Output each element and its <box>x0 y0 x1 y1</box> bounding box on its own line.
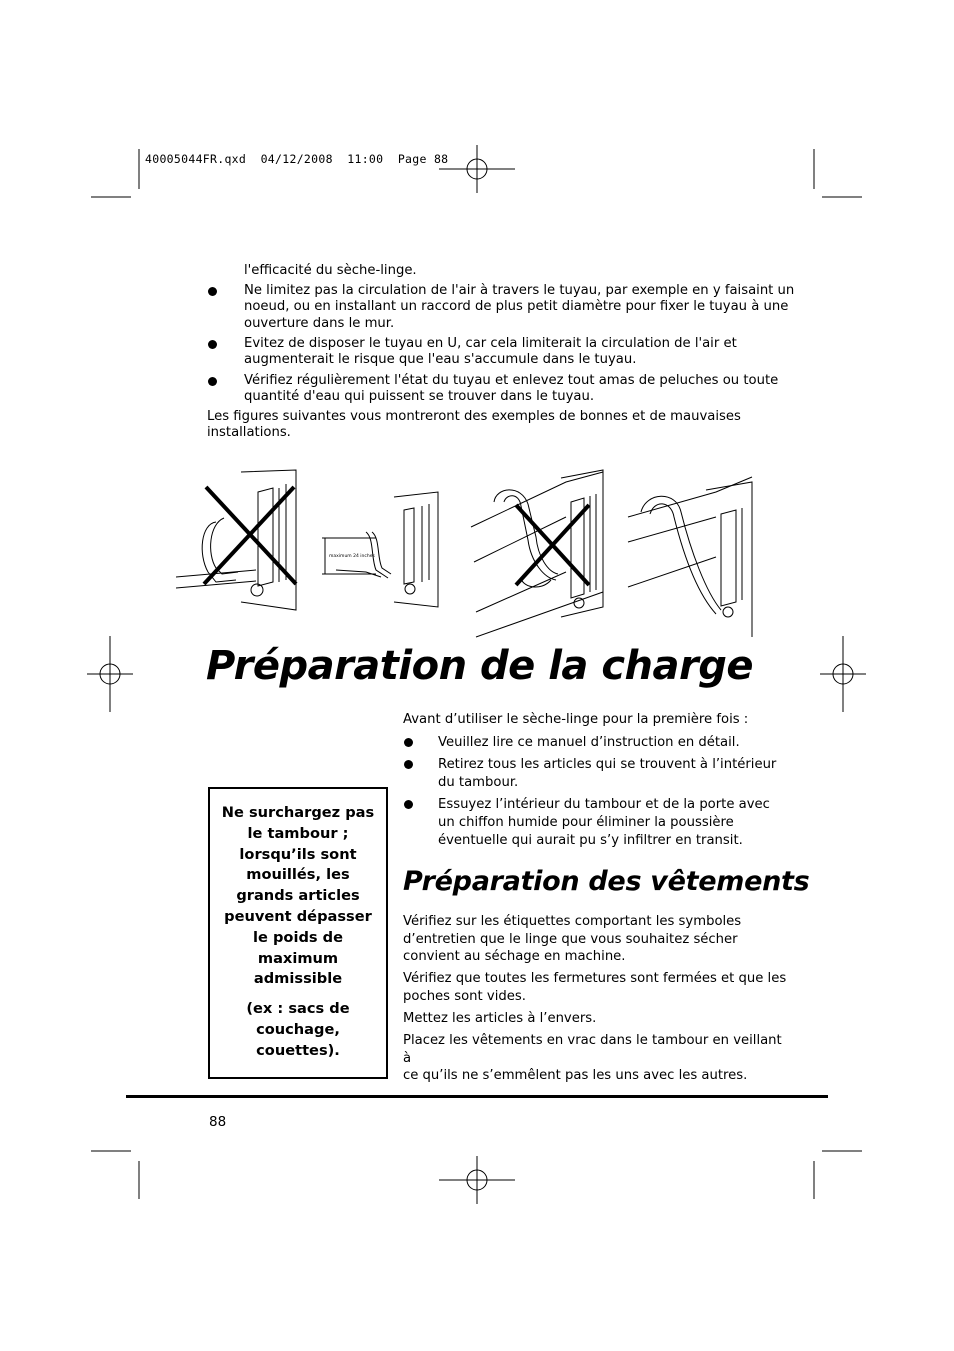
section1-bullet-3: Essuyez l’intérieur du tambour et de la porte avec un chiffon humide pour éliminer la poussière éventuelle qui aurait pu s’y infiltrer en transit. <box>438 797 770 848</box>
section1-bullet-2: Retirez tous les articles qui se trouvent à l’intérieur du tambour. <box>438 757 777 790</box>
overload-warning-box <box>208 787 388 1079</box>
bullet-icon <box>208 340 217 349</box>
figure-hose-kinked <box>176 470 296 610</box>
intro-bullet-3: Vérifiez régulièrement l'état du tuyau et enlevez tout amas de peluches ou toute quantité d'eau qui puissent se trouver dans le tuyau. <box>244 373 779 405</box>
footer-rule <box>126 1095 828 1098</box>
bullet-icon <box>404 800 413 809</box>
printer-slug: 40005044FR.qxd 04/12/2008 11:00 Page 88 <box>145 152 449 166</box>
page-title: Préparation de la charge <box>206 643 753 689</box>
section2-paragraph-4: Placez les vêtements en vrac dans le tambour en veillant à ce qu’ils ne s’emmêlent pas les uns avec les autres. <box>403 1033 782 1084</box>
bullet-icon <box>208 287 217 296</box>
section2-paragraph-2: Vérifiez que toutes les fermetures sont fermées et que les poches sont vides. <box>403 971 787 1004</box>
measure-label: maximum 24 inches <box>329 554 375 559</box>
registration-mark-left <box>87 636 133 712</box>
bullet-icon <box>404 760 413 769</box>
registration-mark-right <box>820 636 866 712</box>
bullet-icon <box>208 377 217 386</box>
intro-bullet-1: Ne limitez pas la circulation de l'air à travers le tuyau, par exemple en y faisaint un noeud, ou en installant un raccord de plus petit diamètre pour fixer le tuyau à une ouverture dans le mur. <box>244 283 795 331</box>
bullet-icon <box>404 738 413 747</box>
page-number: 88 <box>209 1114 227 1130</box>
section-title: Préparation des vêtements <box>403 866 810 897</box>
registration-mark-top <box>439 145 515 193</box>
section1-bullet-1: Veuillez lire ce manuel d’instruction en détail. <box>438 735 740 750</box>
installation-figures <box>176 462 760 640</box>
registration-mark-bottom <box>439 1156 515 1204</box>
section2-paragraph-3: Mettez les articles à l’envers. <box>403 1011 597 1026</box>
section1-lead: Avant d’utiliser le sèche-linge pour la première fois : <box>403 712 749 727</box>
figure-hose-loose <box>628 477 752 637</box>
figures-note: Les figures suivantes vous montreront des exemples de bonnes et de mauvaises installations. <box>207 409 741 441</box>
warning-text: Ne surchargez pas le tambour ; lorsqu’ils sont mouillés, les grands articles peuvent dépasser le poids de maximum admissible <box>221 804 375 988</box>
figure-hose-u-bend <box>471 470 603 637</box>
figure-hose-low <box>322 492 438 607</box>
section2-paragraph-1: Vérifiez sur les étiquettes comportant les symboles d’entretien que le linge que vous souhaitez sécher convient au séchage en machine. <box>403 914 742 965</box>
intro-continuation: l'efficacité du sèche-linge. <box>244 263 417 278</box>
warning-example: (ex : sacs de couchage, couettes). <box>246 1000 350 1059</box>
intro-bullet-2: Evitez de disposer le tuyau en U, car cela limiterait la circulation de l'air et augmenterait le risque que l'eau s'accumule dans le tuyau. <box>244 336 737 368</box>
